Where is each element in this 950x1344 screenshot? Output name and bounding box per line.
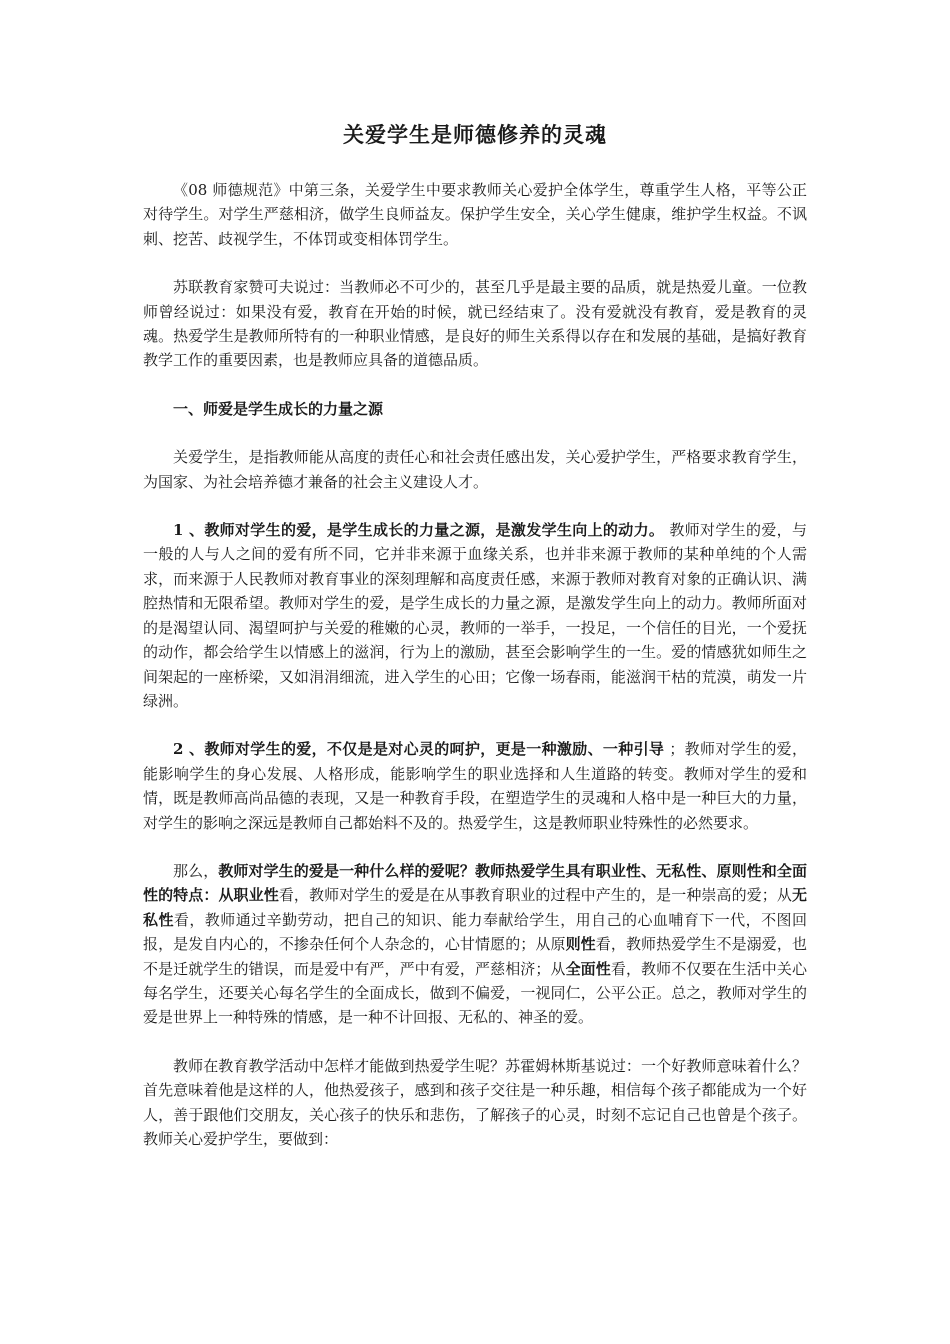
paragraph-6-bold-2: 无私性 [143,886,807,929]
paragraph-1: 《08 师德规范》中第三条，关爱学生中要求教师关心爱护全体学生，尊重学生人格，平等公正对待学生。对学生严慈相济，做学生良师益友。保护学生安全，关心学生健康，维护学生权益。不讽刺、挖苦、歧视学生，不体罚或变相体罚学生。 [143,181,807,248]
paragraph-6-text-4: 看，教师热爱学生不是溺爱，也不是迁就学生的错误，而是爱中有严，严中有爱，严慈相济；从 [143,935,807,978]
paragraph-2: 苏联教育家赞可夫说过：当教师必不可少的，甚至几乎是最主要的品质，就是热爱儿童。一位教师曾经说过：如果没有爱，教育在开始的时候，就已经结束了。没有爱就没有教育，爱是教育的灵魂。热爱学生是教师所特有的一种职业情感，是良好的师生关系得以存在和发展的基础，是搞好教育教学工作的重要因素，也是教师应具备的道德品质。 [143,278,807,370]
paragraph-5-lead: 2 、教师对学生的爱，不仅是是对心灵的呵护，更是一种激励、一种引导 [173,740,665,759]
paragraph-4-body: 教师对学生的爱，与一般的人与人之间的爱有所不同，它并非来源于血缘关系，也并非来源于教师的某种单纯的个人需求，而来源于人民教师对教育事业的深刻理解和高度责任感，来源于教师对教育对象的正确认识、满腔热情和无限希望。教师对学生的爱，是学生成长的力量之源，是激发学生向上的动力。教师所面对的是渴望认同、渴望呵护与关爱的稚嫩的心灵，教师的一举手，一投足，一个信任的目光，一个爱抚的动作，都会给学生以情感上的滋润，行为上的激励，甚至会影响学生的一生。爱的情感犹如师生之间架起的一座桥梁，又如涓涓细流，进入学生的心田；它像一场春雨，能滋润干枯的荒漠，萌发一片绿洲。 [143,521,807,710]
paragraph-6-text-1: 那么， [173,861,219,880]
document-page [143,118,807,1175]
document-title: 关爱学生是师德修养的灵魂 [343,122,607,147]
paragraph-4 [143,518,807,713]
paragraph-5 [143,737,807,835]
paragraph-6-bold-4: 全面性 [565,959,611,978]
paragraph-3: 关爱学生，是指教师能从高度的责任心和社会责任感出发，关心爱护学生，严格要求教育学生，为国家、为社会培养德才兼备的社会主义建设人才。 [143,448,807,491]
paragraph-6 [143,859,807,1030]
paragraph-6-text-3: 看，教师通过辛勤劳动，把自己的知识、能力奉献给学生，用自己的心血哺育下一代，不图回报，是发自内心的，不掺杂任何个人杂念的，心甘情愿的；从原 [143,910,807,954]
section-heading-1: 一、师爱是学生成长的力量之源 [173,399,384,418]
paragraph-6-bold-1: 教师对学生的爱是一种什么样的爱呢？教师热爱学生具有职业性、无私性、原则性和全面性的特点：从职业性 [143,861,807,905]
paragraph-5-body: ；教师对学生的爱，能影响学生的身心发展、人格形成，能影响学生的职业选择和人生道路的转变。教师对学生的爱和情，既是教师高尚品德的表现，又是一种教育手段，在塑造学生的灵魂和人格中是一种巨大的力量，对学生的影响之深远是教师自己都始料不及的。热爱学生，这是教师职业特殊性的必然要求。 [143,740,807,832]
paragraph-6-text-2: 看，教师对学生的爱是在从事教育职业的过程中产生的，是一种崇高的爱；从 [278,886,792,905]
paragraph-6-text-5: 看，教师不仅要在生活中关心每名学生，还要关心每名学生的全面成长，做到不偏爱，一视同仁，公平公正。总之，教师对学生的爱是世界上一种特殊的情感，是一种不计回报、无私的、神圣的爱。 [143,959,807,1027]
paragraph-4-lead: 1 、教师对学生的爱，是学生成长的力量之源，是激发学生向上的动力。 [173,521,665,540]
paragraph-6-bold-3: 则性 [565,935,596,954]
paragraph-7: 教师在教育教学活动中怎样才能做到热爱学生呢？苏霍姆林斯基说过：一个好教师意味着什么？首先意味着他是这样的人，他热爱孩子，感到和孩子交往是一种乐趣，相信每个孩子都能成为一个好人，善于跟他们交朋友，关心孩子的快乐和悲伤，了解孩子的心灵，时刻不忘记自己也曾是个孩子。教师关心爱护学生，要做到： [143,1056,807,1148]
